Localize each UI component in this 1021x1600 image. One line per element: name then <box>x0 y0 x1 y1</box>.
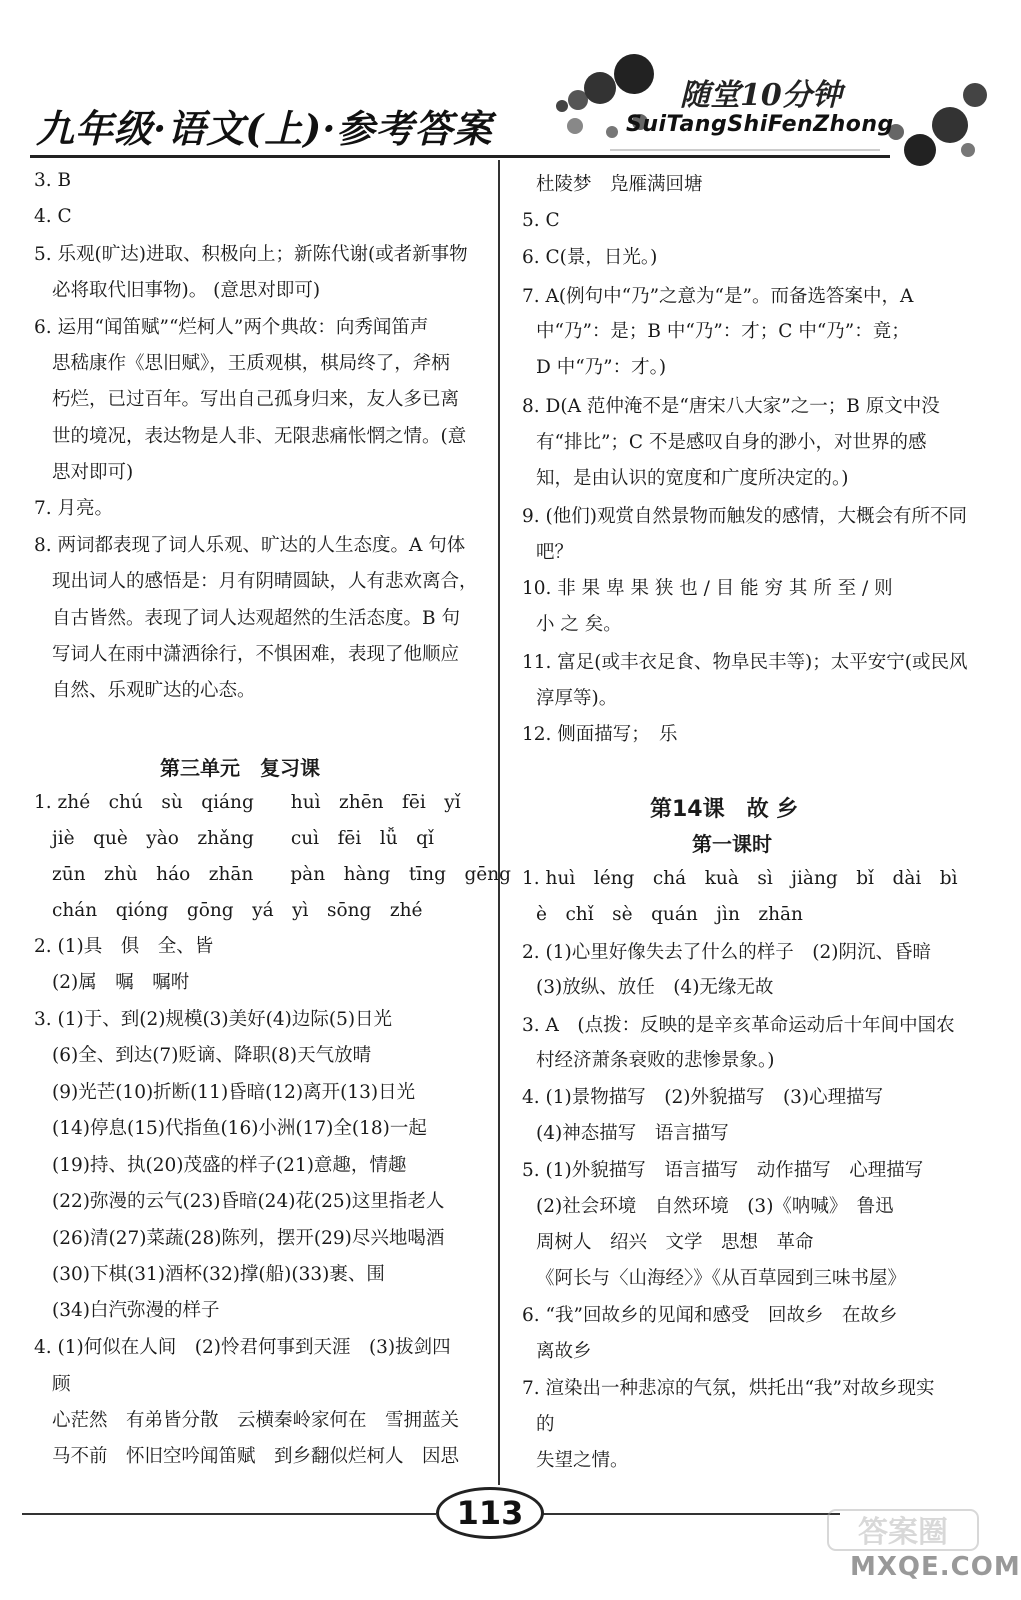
answer-line: 现出词人的感悟是：月有阴晴圆缺，人有悲欢离合， <box>52 571 478 592</box>
pinyin-line: 1. zhé chú sù qiáng huì zhēn fēi yǐ <box>34 792 461 813</box>
pinyin-line: è chǐ sè quán jìn zhān <box>536 904 803 925</box>
answer-line: 顾 <box>52 1374 71 1395</box>
answer-line: 6. “我”回故乡的见闻和感受 回故乡 在故乡 <box>522 1305 898 1326</box>
page-number-text: 113 <box>456 1494 524 1532</box>
watermark-cn-text: 答案圈 <box>858 1515 948 1550</box>
footer-rule-left <box>22 1513 436 1515</box>
answer-line: 7. 月亮。 <box>34 498 114 519</box>
answer-line: 必将取代旧事物)。 (意思对即可) <box>52 280 321 301</box>
answer-line: (19)持、执(20)茂盛的样子(21)意趣，情趣 <box>52 1155 407 1176</box>
answer-line: 8. 两词都表现了词人乐观、旷达的人生态度。A 句体 <box>34 535 466 556</box>
answer-line: 7. A(例句中“乃”之意为“是”。而备选答案中，A <box>522 286 914 307</box>
pinyin-line: chán qióng gōng yá yì sōng zhé <box>52 900 423 921</box>
period-title: 第一课时 <box>692 832 772 856</box>
answer-line: 朽烂，已过百年。写出自己孤身归来，友人多已离 <box>52 389 460 410</box>
answer-line: 小 之 矣。 <box>536 614 622 635</box>
answer-line: 知，是由认识的宽度和广度所决定的。) <box>536 468 849 489</box>
answer-line: 4. (1)何似在人间 (2)怜君何事到天涯 (3)拔剑四 <box>34 1337 451 1358</box>
answer-line: 自古皆然。表现了词人达观超然的生活态度。B 句 <box>52 608 460 629</box>
answer-line: (22)弥漫的云气(23)昏暗(24)花(25)这里指老人 <box>52 1191 445 1212</box>
answer-line: 村经济萧条衰败的悲惨景象。) <box>536 1050 775 1071</box>
answer-line: 《阿长与〈山海经〉》《从百草园到三味书屋》 <box>536 1268 907 1289</box>
answer-line: 3. B <box>34 170 72 191</box>
answer-line: 6. 运用“闻笛赋”“烂柯人”两个典故：向秀闻笛声 <box>34 317 429 338</box>
answer-line: 12. 侧面描写； 乐 <box>522 724 678 745</box>
answer-line: 10. 非 果 卑 果 狭 也 / 目 能 穷 其 所 至 / 则 <box>522 578 893 599</box>
answer-line: 马不前 怀旧空吟闻笛赋 到乡翻似烂柯人 因思 <box>52 1446 460 1467</box>
answer-line: 思嵇康作《思旧赋》，王质观棋，棋局终了，斧柄 <box>52 353 450 374</box>
answer-line: 11. 富足(或丰衣足食、物阜民丰等)；太平安宁(或民风 <box>522 652 968 673</box>
answer-line: 3. A (点拨：反映的是辛亥革命运动后十年间中国农 <box>522 1015 955 1036</box>
answer-line: 2. (1)心里好像失去了什么的样子 (2)阴沉、昏暗 <box>522 942 931 963</box>
answer-line: 8. D(A 范仲淹不是“唐宋八大家”之一；B 原文中没 <box>522 396 940 417</box>
answer-line: 杜陵梦 凫雁满回塘 <box>536 174 703 195</box>
answer-line: 4. (1)景物描写 (2)外貌描写 (3)心理描写 <box>522 1087 884 1108</box>
answer-line: 自然、乐观旷达的心态。 <box>52 680 256 701</box>
brand-name-en: SuiTangShiFenZhong <box>626 112 894 137</box>
answer-line: 心茫然 有弟皆分散 云横秦岭家何在 雪拥蓝关 <box>52 1410 460 1431</box>
page-number <box>436 1487 544 1539</box>
pinyin-line: 1. huì léng chá kuà sì jiàng bǐ dài bì <box>522 868 958 889</box>
answer-line: 5. C <box>522 210 560 231</box>
answer-line: 淳厚等)。 <box>536 688 618 709</box>
answer-line: 离故乡 <box>536 1341 592 1362</box>
answer-line: (2)属 嘱 嘱咐 <box>52 972 190 993</box>
answer-line: (2)社会环境 自然环境 (3)《呐喊》 鲁迅 <box>536 1196 894 1217</box>
answer-line: 4. C <box>34 206 72 227</box>
answer-line: 世的境况，表达物是人非、无限悲痛怅惘之情。(意 <box>52 426 467 447</box>
answer-line: (26)清(27)菜蔬(28)陈列，摆开(29)尽兴地喝酒 <box>52 1228 445 1249</box>
pinyin-line: zūn zhù háo zhān pàn hàng tīng gēng <box>52 864 511 885</box>
answer-line: 3. (1)于、到(2)规模(3)美好(4)边际(5)日光 <box>34 1009 393 1030</box>
answer-line: (6)全、到达(7)贬谪、降职(8)天气放晴 <box>52 1045 372 1066</box>
brand-name-cn: 随堂10分钟 <box>680 78 842 113</box>
watermark-url: MXQE.COM <box>850 1552 1021 1582</box>
answer-line: 5. (1)外貌描写 语言描写 动作描写 心理描写 <box>522 1160 924 1181</box>
header-rule <box>30 155 890 158</box>
answer-line: 的 <box>536 1414 555 1435</box>
answer-line: (9)光芒(10)折断(11)昏暗(12)离开(13)日光 <box>52 1082 416 1103</box>
answer-line: 7. 渲染出一种悲凉的气氛，烘托出“我”对故乡现实 <box>522 1378 935 1399</box>
book-title: 九年级·语文(上)·参考答案 <box>36 106 493 151</box>
answer-line: (14)停息(15)代指鱼(16)小洲(17)全(18)一起 <box>52 1118 427 1139</box>
answer-line: (3)放纵、放任 (4)无缘无故 <box>536 977 774 998</box>
column-divider <box>498 160 500 1485</box>
answer-line: 有“排比”；C 不是感叹自身的渺小，对世界的感 <box>536 432 927 453</box>
pinyin-line: jiè què yào zhǎng cuì fēi lǚ qǐ <box>52 828 434 849</box>
answer-line: 思对即可) <box>52 462 134 483</box>
answer-line: 9. (他们)观赏自然景物而触发的感情，大概会有所不同 <box>522 506 967 527</box>
answer-line: 周树人 绍兴 文学 思想 革命 <box>536 1232 814 1253</box>
section-title: 第三单元 复习课 <box>160 756 320 780</box>
answer-line: 5. 乐观(旷达)进取、积极向上；新陈代谢(或者新事物 <box>34 244 468 265</box>
answer-line: 2. (1)具 俱 全、皆 <box>34 936 214 957</box>
answer-line: (4)神态描写 语言描写 <box>536 1123 729 1144</box>
answer-line: 中“乃”：是；B 中“乃”：才；C 中“乃”：竟； <box>536 321 910 342</box>
answer-line: 吧？ <box>536 542 574 563</box>
answer-line: (30)下棋(31)酒杯(32)撑(船)(33)裹、围 <box>52 1264 385 1285</box>
answer-line: D 中“乃”：才。) <box>536 357 667 378</box>
lesson-title: 第14课 故 乡 <box>650 797 799 822</box>
answer-line: (34)白汽弥漫的样子 <box>52 1300 220 1321</box>
answer-line: 6. C(景，日光。) <box>522 247 658 268</box>
footer-rule-right <box>540 1513 840 1515</box>
answer-line: 失望之情。 <box>536 1450 629 1471</box>
page-header <box>0 0 996 170</box>
answer-line: 写词人在雨中潇洒徐行，不惧困难，表现了他顺应 <box>52 644 460 665</box>
